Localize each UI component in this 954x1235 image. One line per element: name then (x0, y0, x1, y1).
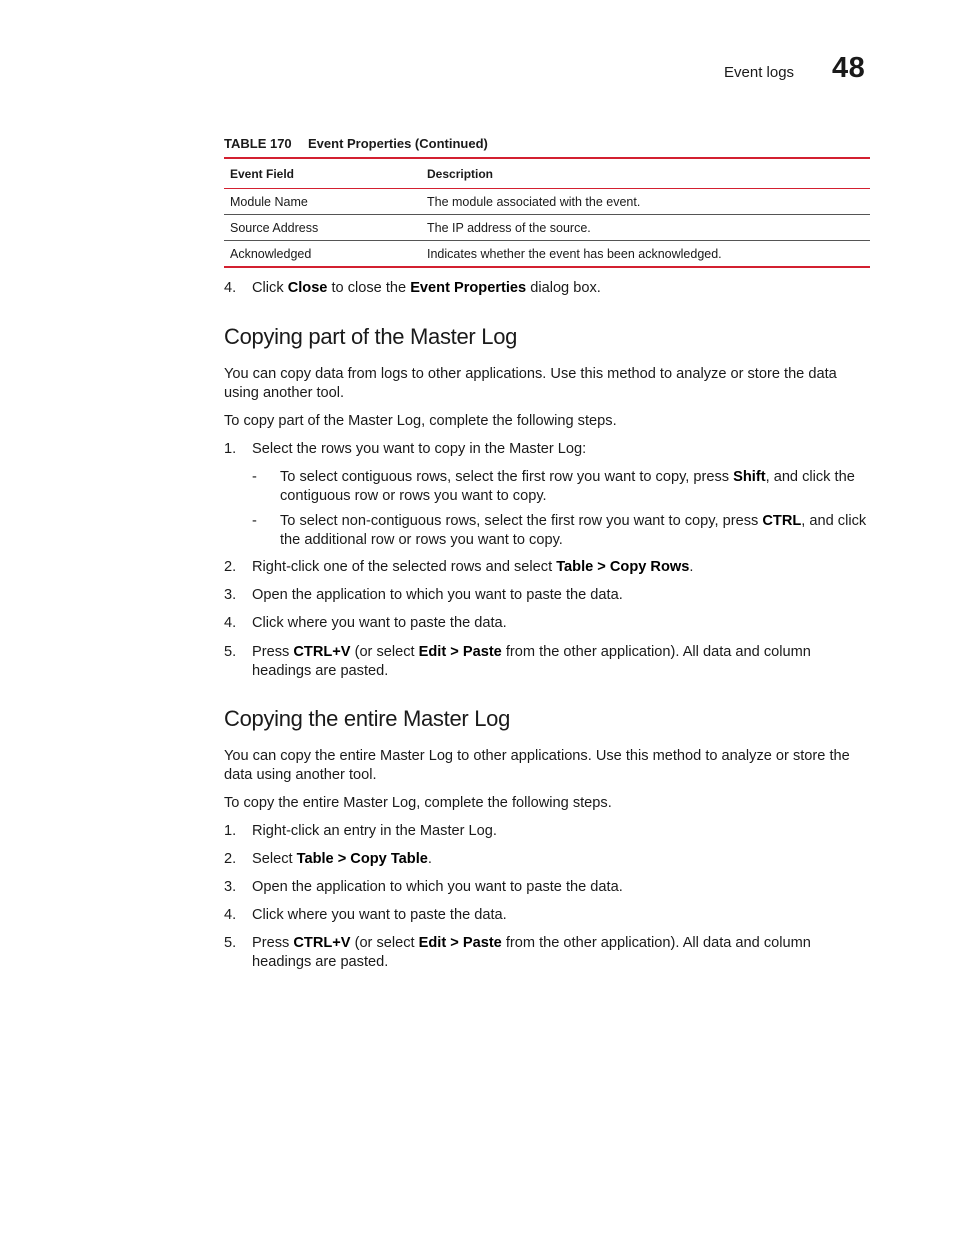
step-text: Select (252, 851, 297, 867)
step-text: (or select (350, 935, 419, 951)
step-text: Click where you want to paste the data. (252, 907, 507, 923)
step-text: Click (252, 280, 288, 296)
step (224, 906, 870, 925)
paragraph: You can copy the entire Master Log to other applications. Use this method to analyze or store the data using another tool. (224, 748, 850, 783)
step (224, 934, 870, 971)
column-header: Description (421, 158, 870, 189)
key-name: CTRL+V (293, 644, 351, 660)
step (224, 822, 870, 841)
table-cell: Module Name (224, 189, 421, 215)
section-heading: Copying part of the Master Log (224, 324, 518, 349)
key-name: CTRL (762, 513, 802, 529)
table-cell: The module associated with the event. (421, 189, 870, 215)
step-number: 4. (224, 615, 237, 631)
table-caption (224, 136, 488, 151)
step-number: 1. (224, 441, 237, 457)
step (224, 586, 870, 605)
step-text: Press (252, 644, 294, 660)
table-row (224, 215, 870, 241)
step-number: 4. (224, 907, 237, 923)
table-label: TABLE 170 (224, 136, 292, 151)
step-number: 4. (224, 280, 237, 296)
bullet-item (252, 512, 872, 549)
table-cell: Source Address (224, 215, 421, 241)
step-text: , and click the contiguous row or rows you want to copy. (280, 469, 855, 504)
paragraph: To copy part of the Master Log, complete the following steps. (224, 413, 617, 429)
step-number: 3. (224, 587, 237, 603)
step-number: 2. (224, 559, 237, 575)
table-row (224, 189, 870, 215)
step-text: . (689, 559, 694, 575)
step-text: Right-click one of the selected rows and select (252, 559, 557, 575)
table-cell: Acknowledged (230, 246, 312, 261)
step-number: 5. (224, 935, 237, 951)
step-number: 5. (224, 644, 237, 660)
bullet-dash: - (252, 469, 257, 485)
table-header-row (224, 158, 870, 189)
step-text: to close the (327, 280, 411, 296)
step-text: from the other application). All data and column headings are pasted. (252, 935, 811, 970)
step-text: Open the application to which you want to paste the data. (252, 879, 623, 895)
step (224, 850, 870, 869)
step-number: 3. (224, 879, 237, 895)
chapter-number: 48 (832, 52, 866, 84)
step-number: 1. (224, 823, 237, 839)
ui-term: Event Properties (410, 280, 527, 296)
step-close-dialog (224, 279, 870, 298)
menu-path: Edit > Paste (418, 935, 502, 951)
key-name: Shift (733, 469, 766, 485)
menu-path: Table > Copy Rows (556, 559, 690, 575)
step-text: Open the application to which you want to paste the data. (252, 587, 623, 603)
table-title: Event Properties (Continued) (308, 136, 488, 151)
paragraph: To copy the entire Master Log, complete the following steps. (224, 795, 612, 811)
column-header: Event Field (224, 158, 421, 189)
step (224, 440, 870, 459)
step-text: dialog box. (526, 280, 601, 296)
key-name: CTRL+V (293, 935, 351, 951)
step-text: To select contiguous rows, select the first row you want to copy, press (280, 469, 734, 485)
table-cell: Indicates whether the event has been acknowledged. (427, 246, 722, 261)
step (224, 878, 870, 897)
step (224, 643, 870, 680)
table-row (224, 241, 870, 268)
step-text: , and click the additional row or rows you want to copy. (280, 513, 867, 548)
bullet-item (252, 468, 872, 505)
step (224, 558, 870, 577)
bullet-dash: - (252, 513, 257, 529)
step-text: Click where you want to paste the data. (252, 615, 507, 631)
step-text: Right-click an entry in the Master Log. (252, 823, 497, 839)
section-heading: Copying the entire Master Log (224, 706, 511, 731)
step-text: from the other application). All data and column headings are pasted. (252, 644, 811, 679)
menu-path: Table > Copy Table (296, 851, 428, 867)
step-text: . (427, 851, 432, 867)
step-text: To select non-contiguous rows, select the first row you want to copy, press (280, 513, 763, 529)
menu-path: Edit > Paste (418, 644, 502, 660)
step-text: (or select (350, 644, 419, 660)
ui-term: Close (287, 280, 328, 296)
step-number: 2. (224, 851, 237, 867)
step (224, 614, 870, 633)
paragraph: You can copy data from logs to other applications. Use this method to analyze or store the data using another tool. (224, 366, 837, 401)
event-properties-table (224, 157, 870, 268)
running-head-section: Event logs (724, 64, 795, 81)
step-text: Press (252, 935, 294, 951)
table-cell: The IP address of the source. (421, 215, 870, 241)
step-text: Select the rows you want to copy in the Master Log: (252, 441, 587, 457)
